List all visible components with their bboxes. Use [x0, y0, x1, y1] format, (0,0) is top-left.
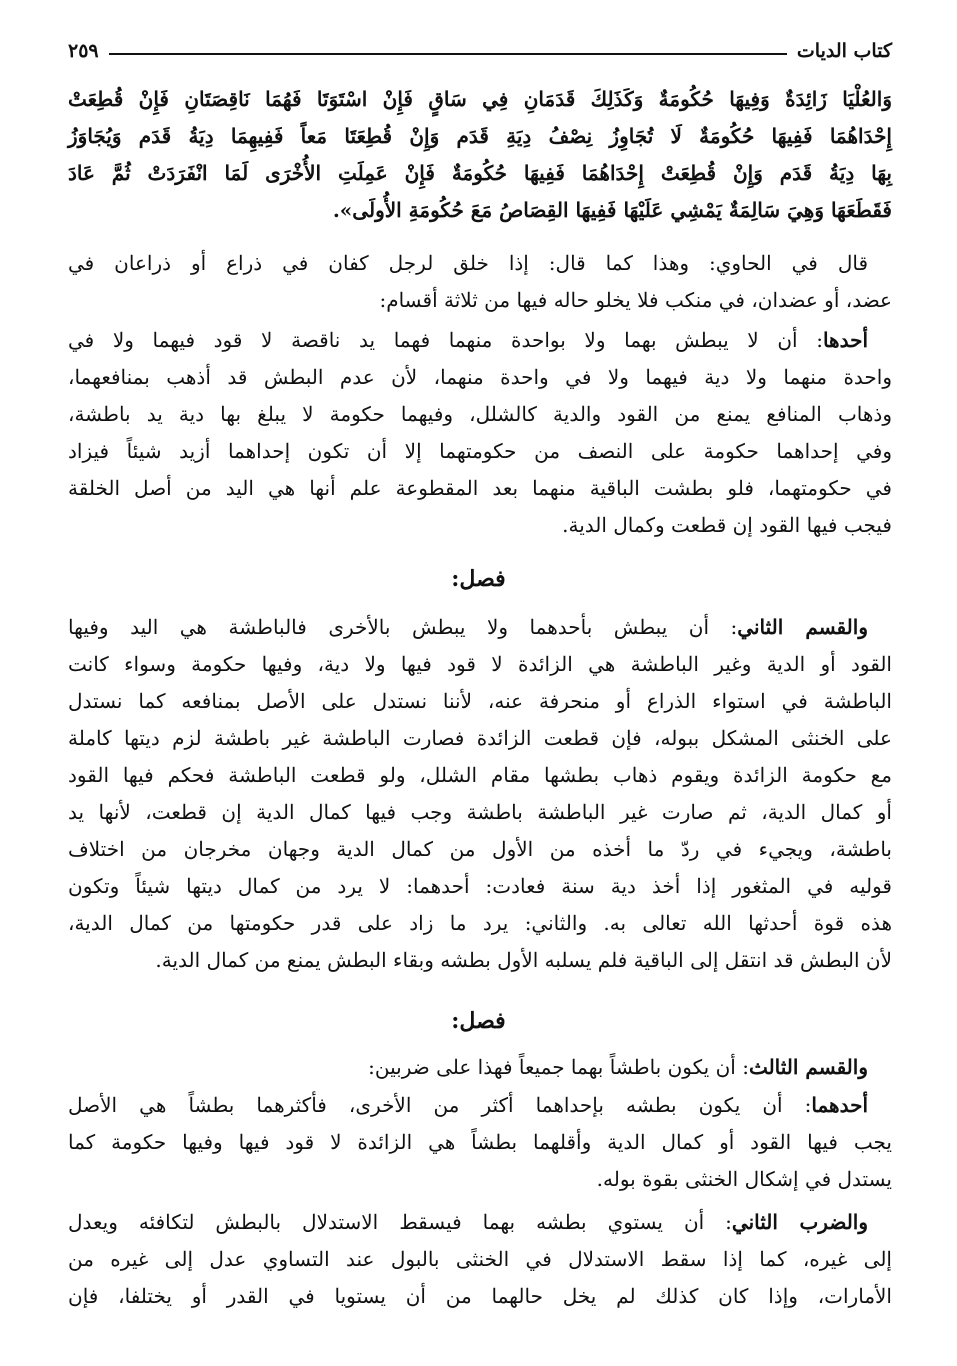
text-line: وذهاب المنافع يمنع من القود والدية كالشلل، وفيهما حكومة لا يبلغ بها دية يد باطشة، [68, 402, 892, 426]
text-line: عضد، أو عضدان، في منكب فلا يخلو حاله فيها من ثلاثة أقسام: [379, 288, 892, 312]
text-line: فيجب فيها القود إن قطعت وكمال الدية. [562, 513, 892, 537]
text-line [68, 612, 892, 642]
text-line: على الخنثى المشكل ببوله، فإن قطعت الزائدة فصارت الباطشة غير باطشة لزم ديتها كاملة [68, 726, 892, 750]
page-number: ٢٥٩ [68, 40, 99, 62]
text-line [68, 1052, 892, 1082]
section-heading: فصل: [451, 1008, 506, 1034]
quote-line: وَالعُلْيَا زَائِدَةٌ وَفِيهَا حُكُومَةٌ وَكَذَلِكَ قَدَمَانِ فِي سَاقٍ فَإِنْ اسْتَوَتَا فَهُمَا نَاقِصَتَانِ فَإِنْ قُطِعَتْ [68, 87, 892, 111]
text-line: واحدة منهما ولا دية فيهما ولا في واحدة منهما، لأن عدم البطش قد أذهب بمنافعهما، [68, 365, 892, 389]
text-line [68, 1090, 892, 1120]
text-line: أو كمال الدية، ثم صارت غير الباطشة باطشة وجب فيها كمال الدية إن قطعت، لأنها يد [68, 800, 892, 824]
text-line: الأمارات، وإذا كان كذلك لم يخل حالهما من أن يستويا في القدر أو يختلفا، فإن [68, 1284, 892, 1308]
lead-label: والقسم الثاني [737, 615, 868, 639]
text-line: الباطشة في استواء الذراع أو منحرفة عنه، لأننا نستدل على الأصل بمنافعه كما نستدل [68, 689, 892, 713]
text-line: القود أو الدية وغير الباطشة هي الزائدة لا قود فيها ولا دية، وفيها حكومة وسواء كانت [68, 652, 892, 676]
lead-label: أحدهما [811, 1093, 868, 1117]
header-rule [109, 53, 787, 55]
text-span: : أن يكون بطشه بإحداهما أكثر من الأخرى، فأكثرهما بطشاً هي الأصل [68, 1093, 812, 1117]
book-title: كتاب الديات [796, 40, 892, 62]
text-line: مع حكومة الزائدة ويقوم ذهاب بطشها مقام الشلل، ولو قطعت الباطشة فحكم فيها القود [68, 763, 892, 787]
text-span: : أن يستوي بطشه بهما فيسقط الاستدلال بالبطش لتكافئه ويعدل [68, 1210, 732, 1234]
lead-label: أحدها [822, 328, 868, 352]
text-line: قوليه في المثغور إذا أخذ دية سنة فعادت: أحدهما: لا يرد من كمال ديتها شيئاً وتكون [68, 874, 892, 898]
text-line [68, 1207, 892, 1237]
text-line: يستدل في إشكال الخنثى بقوة بوله. [596, 1167, 892, 1191]
quote-line: فَقَطَعَهَا وَهِيَ سَالِمَةٌ يَمْشِي عَلَيْهَا فَفِيهَا القِصَاصُ مَعَ حُكُومَةِ الأُولَى». [332, 198, 892, 222]
text-span: : أن يبطش بأحدهما ولا يبطش بالأخرى فالباطشة هي اليد وفيها [68, 615, 738, 639]
text-line: يجب فيها القود أو كمال الدية وأقلهما بطشاً هي الزائدة لا قود فيها وفيها حكومة كما [68, 1130, 892, 1154]
lead-label: والقسم الثالث [748, 1055, 868, 1079]
lead-label: والضرب الثاني [731, 1210, 868, 1234]
quote-line: بِهَا دِيَةُ قَدَم وَإِنْ قُطِعَتْ إِحْدَاهُمَا فَفِيهَا حُكُومَةٌ فَإِنْ عَمِلَتِ الأُخْرَى لَمَا انْفَرَدَتْ ثُمَّ عَادَ [68, 161, 892, 185]
text-span: : أن لا يبطش بهما ولا بواحدة منهما فهما يد ناقصة لا قود فيهما ولا في [68, 328, 823, 352]
section-heading: فصل: [451, 566, 506, 592]
running-header [68, 36, 892, 66]
text-line: قال في الحاوي: وهذا كما قال: إذا خلق لرجل كفان في ذراع أو ذراعان في [68, 251, 868, 275]
quote-line: إِحْدَاهُمَا فَفِيهَا حُكُومَةٌ لَا تُجَاوِزُ نِصْفُ دِيَةِ قَدَم وَإِنْ قُطِعَتَا مَعاً فَفِيهِمَا دِيَةُ قَدَم وَيُجَاوَزُ [68, 124, 892, 148]
text-line: إلى غيره، كما إذا سقط الاستدلال في الخنثى بالبول عند التساوي عدل إلى غيره من [68, 1247, 892, 1271]
text-line: في حكومتهما، فلو بطشت الباقية منهما بعد المقطوعة علم أنها هي اليد من أصل الخلقة [68, 476, 892, 500]
text-span: : أن يكون باطشاً بهما جميعاً فهذا على ضربين: [368, 1055, 749, 1079]
text-line: باطشة، ويجيء في ردّ ما أخذه من الأول من كمال الدية وجهان مخرجان من اختلاف [68, 837, 892, 861]
text-line: لأن البطش قد انتقل إلى الباقية فلم يسلبه الأول بطشه وبقاء البطش يمنع من كمال الدية. [155, 948, 892, 972]
text-line [68, 325, 892, 355]
text-line: وفي إحداهما حكومة على النصف من حكومتهما إلا أن تكون إحداهما أزيد شيئاً فيزاد [68, 439, 892, 463]
text-line: هذه قوة أحدثها الله تعالى به. والثاني: يرد ما زاد على قدر حكومتها من كمال الدية، [68, 911, 892, 935]
